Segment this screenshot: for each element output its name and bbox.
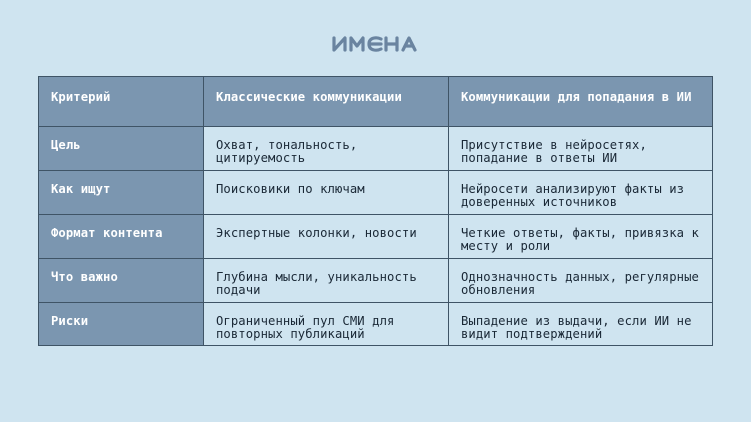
table-row xyxy=(39,302,712,345)
table-row xyxy=(39,258,712,302)
header-criterion: Критерий xyxy=(39,77,204,126)
row-ai: Однозначность данных, регулярные обновления xyxy=(449,259,712,302)
row-classic: Ограниченный пул СМИ для повторных публикаций xyxy=(204,303,449,345)
row-criterion: Риски xyxy=(39,303,204,345)
row-ai: Нейросети анализируют факты из доверенных источников xyxy=(449,171,712,214)
table-row xyxy=(39,126,712,170)
row-criterion: Цель xyxy=(39,127,204,170)
row-classic: Глубина мысли, уникальность подачи xyxy=(204,259,449,302)
table-row xyxy=(39,214,712,258)
row-ai: Четкие ответы, факты, привязка к месту и роли xyxy=(449,215,712,258)
row-criterion: Как ищут xyxy=(39,171,204,214)
row-classic: Экспертные колонки, новости xyxy=(204,215,449,258)
table-header-row xyxy=(39,77,712,126)
brand-logo-wordmark xyxy=(331,34,421,54)
row-classic: Поисковики по ключам xyxy=(204,171,449,214)
comparison-table xyxy=(38,76,713,346)
row-ai: Выпадение из выдачи, если ИИ не видит подтверждений xyxy=(449,303,712,345)
header-ai: Коммуникации для попадания в ИИ xyxy=(449,77,712,126)
table-row xyxy=(39,170,712,214)
row-criterion: Формат контента xyxy=(39,215,204,258)
row-ai: Присутствие в нейросетях, попадание в ответы ИИ xyxy=(449,127,712,170)
row-criterion: Что важно xyxy=(39,259,204,302)
row-classic: Охват, тональность, цитируемость xyxy=(204,127,449,170)
brand-logo xyxy=(0,34,751,60)
header-classic: Классические коммуникации xyxy=(204,77,449,126)
